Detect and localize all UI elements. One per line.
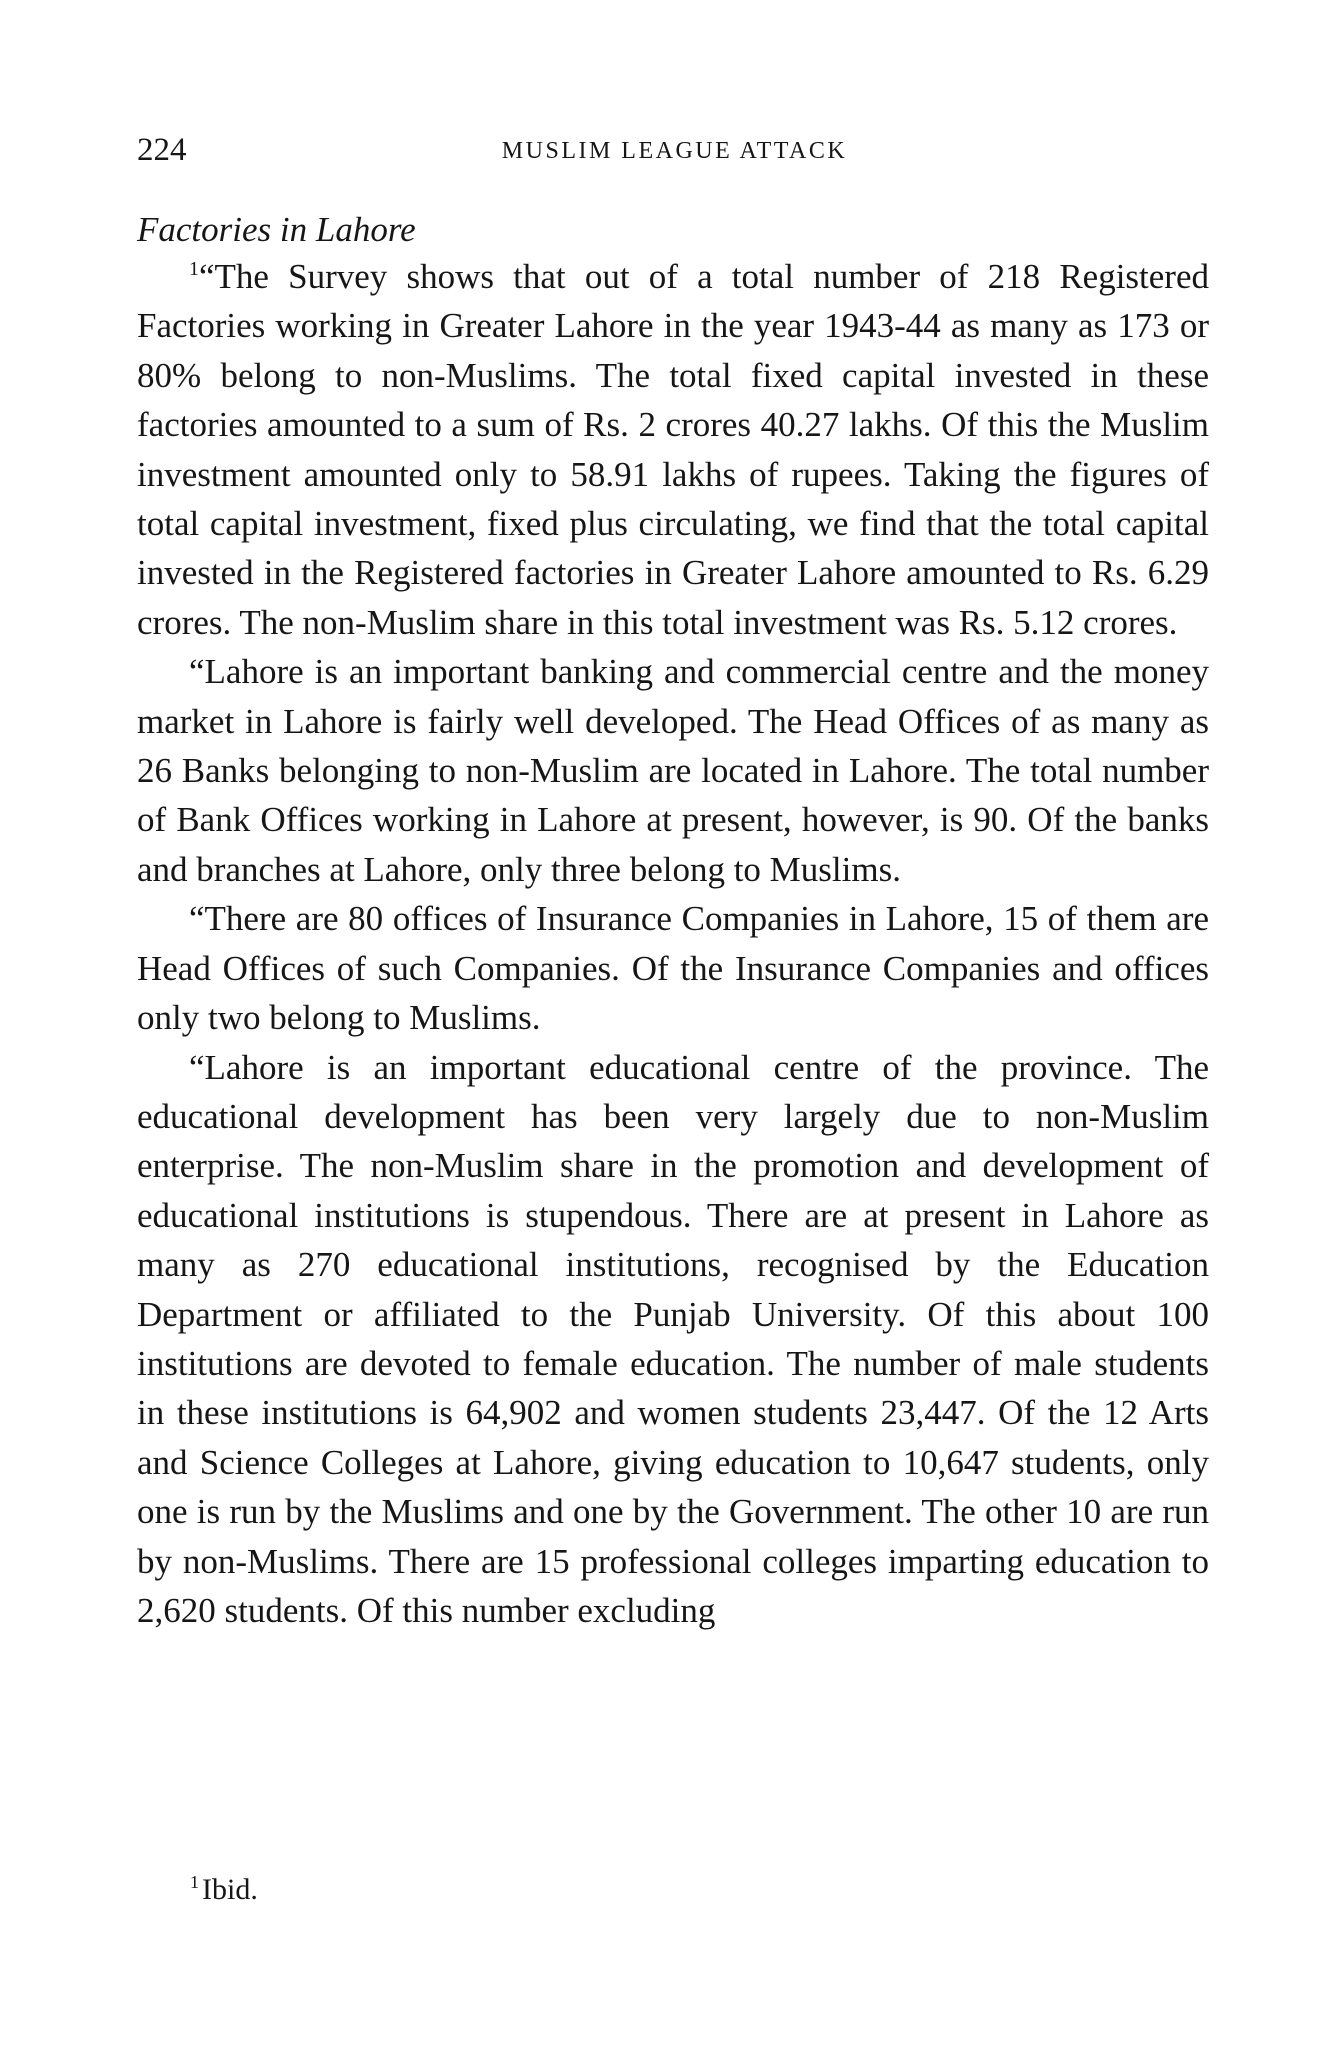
running-head xyxy=(137,128,1212,172)
paragraph-education xyxy=(137,1043,1209,1636)
footnote-marker: 1 xyxy=(190,1872,199,1892)
page-number: 224 xyxy=(137,132,187,168)
paragraph-factories xyxy=(137,252,1209,647)
footnote-text: Ibid. xyxy=(202,1873,258,1906)
footnote xyxy=(190,1870,258,1910)
footnote-reference: 1 xyxy=(189,258,199,280)
running-title: MUSLIM LEAGUE ATTACK xyxy=(501,138,848,164)
body-text xyxy=(137,252,1209,1635)
paragraph-text: “Lahore is an important educational centre of the province. The educational development has been very largely due to non-Muslim enterprise. The non-Muslim share in the promotion and development of educational institutions is stupendous. There are at present in Lahore as many as 270 educational institutions, recognised by the Education Department or affiliated to the Punjab University. Of this about 100 institutions are devoted to female education. The number of male students in these institutions is 64,902 and women students 23,447. Of the 12 Arts and Science Colleges at Lahore, giving education to 10,647 students, only one is run by the Muslims and one by the Government. The other 10 are run by non-Muslims. There are 15 professional colleges imparting education to 2,620 students. Of this number excluding xyxy=(137,1047,1209,1630)
section-heading: Factories in Lahore xyxy=(137,210,416,249)
paragraph-text: “The Survey shows that out of a total number of 218 Registered Factories working in Greater Lahore in the year 1943-44 as many as 173 or 80% belong to non-Muslims. The total fixed capital invested in these factories amounted to a sum of Rs. 2 crores 40.27 lakhs. Of this the Muslim investment amounted only to 58.91 lakhs of rupees. Taking the figures of total capital investment, fixed plus circulating, we find that the total capital invested in the Registered factories in Greater Lahore amounted to Rs. 6.29 crores. The non-Muslim share in this total investment was Rs. 5.12 crores. xyxy=(137,257,1209,642)
paragraph-text: “Lahore is an important banking and commercial centre and the money market in Lahore is fairly well developed. The Head Offices of as many as 26 Banks belonging to non-Muslim are located in Lahore. The total number of Bank Offices working in Lahore at present, however, is 90. Of the banks and branches at Lahore, only three belong to Muslims. xyxy=(137,652,1209,889)
paragraph-text: “There are 80 offices of Insurance Companies in Lahore, 15 of them are Head Offices of such Companies. Of the Insurance Companies and offices only two belong to Muslims. xyxy=(137,899,1209,1038)
paragraph-insurance xyxy=(137,894,1209,1042)
paragraph-banking xyxy=(137,647,1209,894)
